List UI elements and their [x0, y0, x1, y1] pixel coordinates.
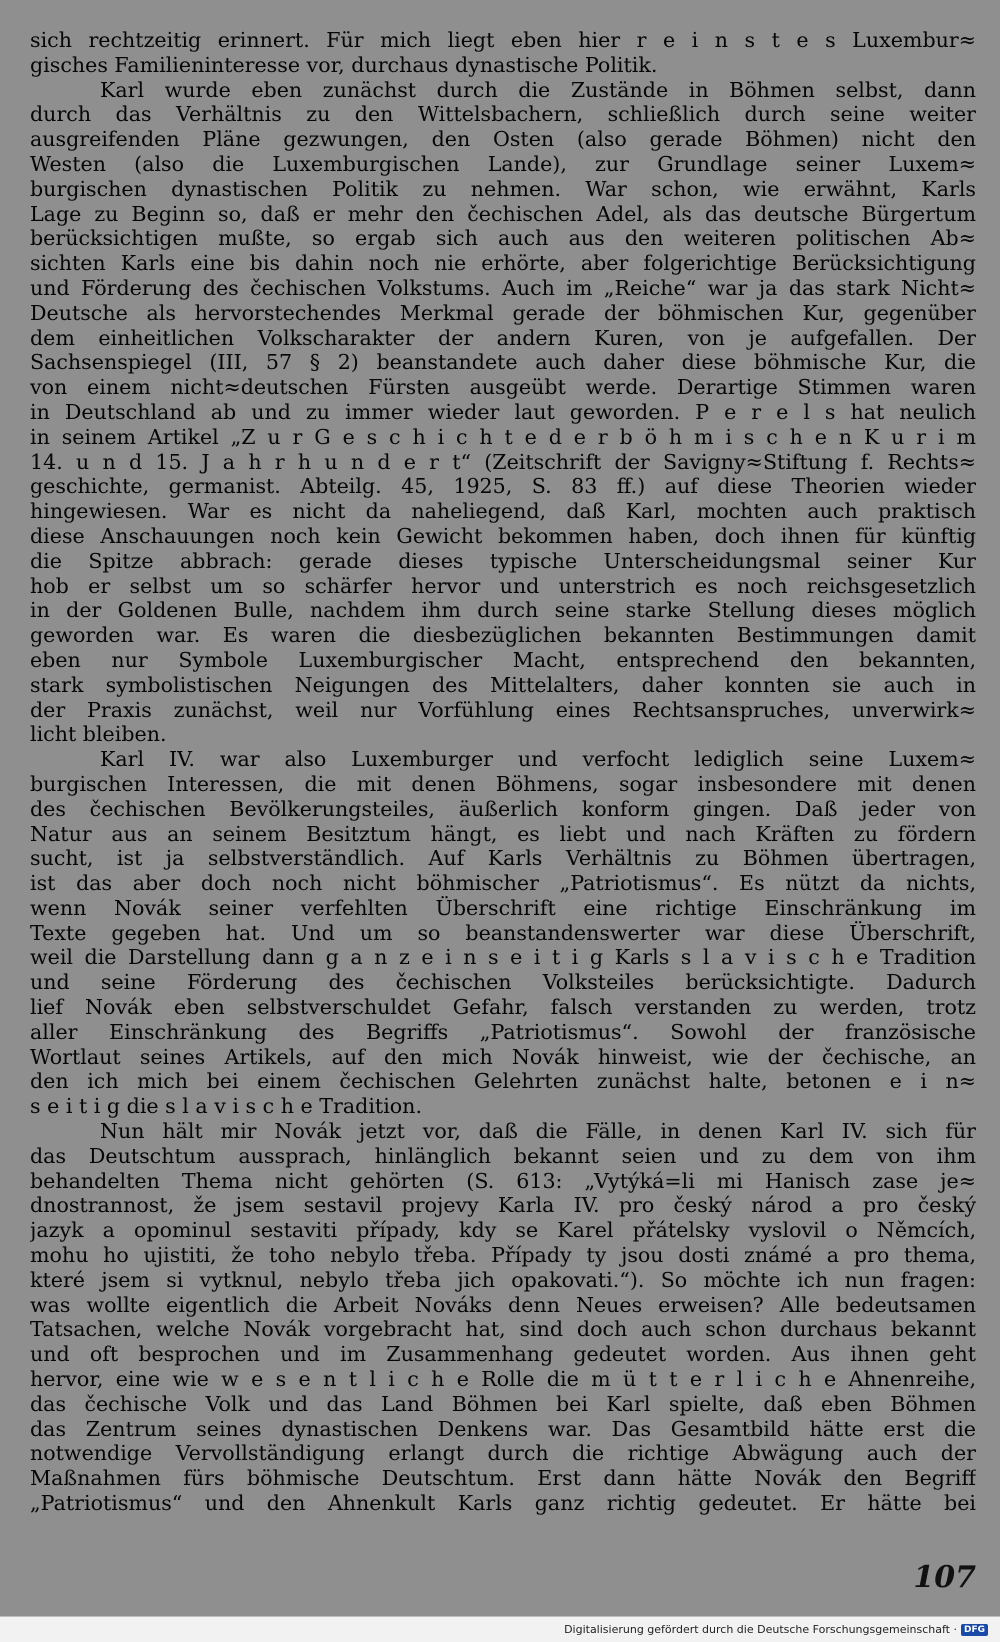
text-line: sich rechtzeitig erinnert. Für mich liegt eben hier r e i n s t e s Luxembur≈: [30, 28, 976, 52]
text-line: berücksichtigen mußte, so ergab sich auch aus den weiteren politischen Ab≈: [30, 226, 976, 251]
text-line: in der Goldenen Bulle, nachdem ihm durch seine starke Stellung dieses möglich: [30, 598, 976, 623]
text-line: eben nur Symbole Luxemburgischer Macht, entsprechend den bekannten,: [30, 647, 976, 672]
text-line: aller Einschränkung des Begriffs „Patriotismus“. Sowohl der französische: [30, 1019, 976, 1044]
text-line: die Spitze abbrach: gerade dieses typische Unterscheidungsmal seiner Kur: [30, 548, 976, 573]
text-line: was wollte eigentlich die Arbeit Nováks denn Neues erweisen? Alle bedeutsamen: [30, 1292, 976, 1317]
text-line: den ich mich bei einem čechischen Gelehrten zunächst halte, betonen e i n≈: [30, 1069, 976, 1094]
text-line: und Förderung des čechischen Volkstums. Auch im „Reiche“ war ja das stark Nicht≈: [30, 275, 976, 300]
text-line: které jsem si vytknul, nebylo třeba jich opakovati.“). So möchte ich nun fragen:: [30, 1267, 976, 1292]
text-line: weil die Darstellung dann g a n z e i n s e i t i g Karls s l a v i s c h e Tradition: [30, 945, 976, 970]
text-line: sucht, ist ja selbstverständlich. Auf Karls Verhältnis zu Böhmen übertragen,: [30, 846, 976, 871]
text-line: notwendige Vervollständigung erlangt durch die richtige Abwägung auch der: [30, 1441, 976, 1466]
text-line: sichten Karls eine bis dahin noch nie erhörte, aber folgerichtige Berücksichtigung: [30, 251, 976, 276]
text-line: dnostrannost, že jsem sestavil projevy Karla IV. pro český národ a pro český: [30, 1193, 976, 1218]
text-line: geworden war. Es waren die diesbezüglichen bekannten Bestimmungen damit: [30, 623, 976, 648]
text-line: Westen (also die Luxemburgischen Lande), zur Grundlage seiner Luxem≈: [30, 151, 976, 176]
text-line: mohu ho ujistiti, že toho nebylo třeba. Případy ty jsou dosti známé a pro thema,: [30, 1243, 976, 1268]
text-line: diese Anschauungen noch kein Gewicht bekommen haben, doch ihnen für künftig: [30, 523, 976, 548]
text-line: s e i t i g die s l a v i s c h e Tradition.: [30, 1094, 422, 1119]
text-line: Nun hält mir Novák jetzt vor, daß die Fälle, in denen Karl IV. sich für: [100, 1119, 976, 1144]
text-line: Natur aus an seinem Besitztum hängt, es liebt und nach Kräften zu fördern: [30, 821, 976, 846]
text-line: in Deutschland ab und zu immer wieder laut geworden. P e r e l s hat neulich: [30, 399, 976, 424]
text-line: behandelten Thema nicht gehörten (S. 613: „Vytýká=li mi Hanisch zase je≈: [30, 1168, 976, 1193]
text-line: „Patriotismus“ und den Ahnenkult Karls ganz richtig gedeutet. Er hätte bei: [30, 1491, 976, 1516]
text-line: das Deutschtum aussprach, hinlänglich bekannt seien und zu dem von ihm: [30, 1143, 976, 1168]
text-block: [30, 28, 976, 1516]
text-line: Wortlaut seines Artikels, auf den mich Novák hinweist, wie der čechische, an: [30, 1044, 976, 1069]
digitization-footer: [0, 1616, 1000, 1642]
text-line: der Praxis zunächst, weil nur Vorfühlung eines Rechtsanspruches, unverwirk≈: [30, 697, 976, 722]
text-line: ist das aber doch noch nicht böhmischer „Patriotismus“. Es nützt da nichts,: [30, 871, 976, 896]
text-line: jazyk a opominul sestaviti případy, kdy se Karel přátelsky vyslovil o Němcích,: [30, 1218, 976, 1243]
text-line: das Zentrum seines dynastischen Denkens war. Das Gesamtbild hätte erst die: [30, 1416, 976, 1441]
text-line: Deutsche als hervorstechendes Merkmal gerade der böhmischen Kur, gegenüber: [30, 300, 976, 325]
page-number: 107: [913, 1560, 976, 1595]
text-line: Karl wurde eben zunächst durch die Zustände in Böhmen selbst, dann: [100, 77, 976, 102]
text-line: stark symbolistischen Neigungen des Mittelalters, daher konnten sie auch in: [30, 672, 976, 697]
text-line: hob er selbst um so schärfer hervor und unterstrich es noch reichsgesetzlich: [30, 573, 976, 598]
text-line: Karl IV. war also Luxemburger und verfocht lediglich seine Luxem≈: [100, 747, 976, 772]
text-line: ausgreifenden Pläne gezwungen, den Osten (also gerade Böhmen) nicht den: [30, 127, 976, 152]
text-line: wenn Novák seiner verfehlten Überschrift eine richtige Einschränkung im: [30, 895, 976, 920]
text-line: von einem nicht≈deutschen Fürsten ausgeübt werde. Derartige Stimmen waren: [30, 375, 976, 400]
text-line: gisches Familieninteresse vor, durchaus dynastische Politik.: [30, 52, 658, 77]
text-line: Lage zu Beginn so, daß er mehr den čechischen Adel, als das deutsche Bürgertum: [30, 201, 976, 226]
text-line: Texte gegeben hat. Und um so beanstandenswerter war diese Überschrift,: [30, 920, 976, 945]
text-line: und seine Förderung des čechischen Volksteiles berücksichtigte. Dadurch: [30, 970, 976, 995]
text-line: und oft besprochen und im Zusammenhang gedeutet worden. Aus ihnen geht: [30, 1342, 976, 1367]
text-line: des čechischen Bevölkerungsteiles, äußerlich konform gingen. Daß jeder von: [30, 796, 976, 821]
text-line: hingewiesen. War es nicht da naheliegend, daß Karl, mochten auch praktisch: [30, 499, 976, 524]
text-line: das čechische Volk und das Land Böhmen bei Karl spielte, daß eben Böhmen: [30, 1391, 976, 1416]
dfg-logo-icon: DFG: [961, 1624, 988, 1636]
text-line: Maßnahmen fürs böhmische Deutschtum. Erst dann hätte Novák den Begriff: [30, 1466, 976, 1491]
text-line: licht bleiben.: [30, 722, 167, 747]
text-line: dem einheitlichen Volkscharakter der andern Kuren, von je aufgefallen. Der: [30, 325, 976, 350]
text-line: geschichte, germanist. Abteilg. 45, 1925, S. 83 ff.) auf diese Theorien wieder: [30, 474, 976, 499]
text-line: burgischen Interessen, die mit denen Böhmens, sogar insbesondere mit denen: [30, 771, 976, 796]
text-line: lief Novák eben selbstverschuldet Gefahr, falsch verstanden zu werden, trotz: [30, 995, 976, 1020]
text-line: Sachsenspiegel (III, 57 § 2) beanstandete auch daher diese böhmische Kur, die: [30, 350, 976, 375]
footer-credit-text: Digitalisierung gefördert durch die Deutsche Forschungsgemeinschaft ·: [564, 1623, 957, 1636]
text-line: hervor, eine wie w e s e n t l i c h e Rolle die m ü t t e r l i c h e Ahnenreihe,: [30, 1367, 976, 1392]
text-line: in seinem Artikel „Z u r G e s c h i c h t e d e r b ö h m i s c h e n K u r i m: [30, 424, 976, 449]
text-line: burgischen dynastischen Politik zu nehmen. War schon, wie erwähnt, Karls: [30, 176, 976, 201]
text-line: Tatsachen, welche Novák vorgebracht hat, sind doch auch schon durchaus bekannt: [30, 1317, 976, 1342]
text-line: 14. u n d 15. J a h r h u n d e r t“ (Zeitschrift der Savigny≈Stiftung f. Rechts≈: [30, 449, 976, 474]
text-line: durch das Verhältnis zu den Wittelsbachern, schließlich durch seine weiter: [30, 102, 976, 127]
